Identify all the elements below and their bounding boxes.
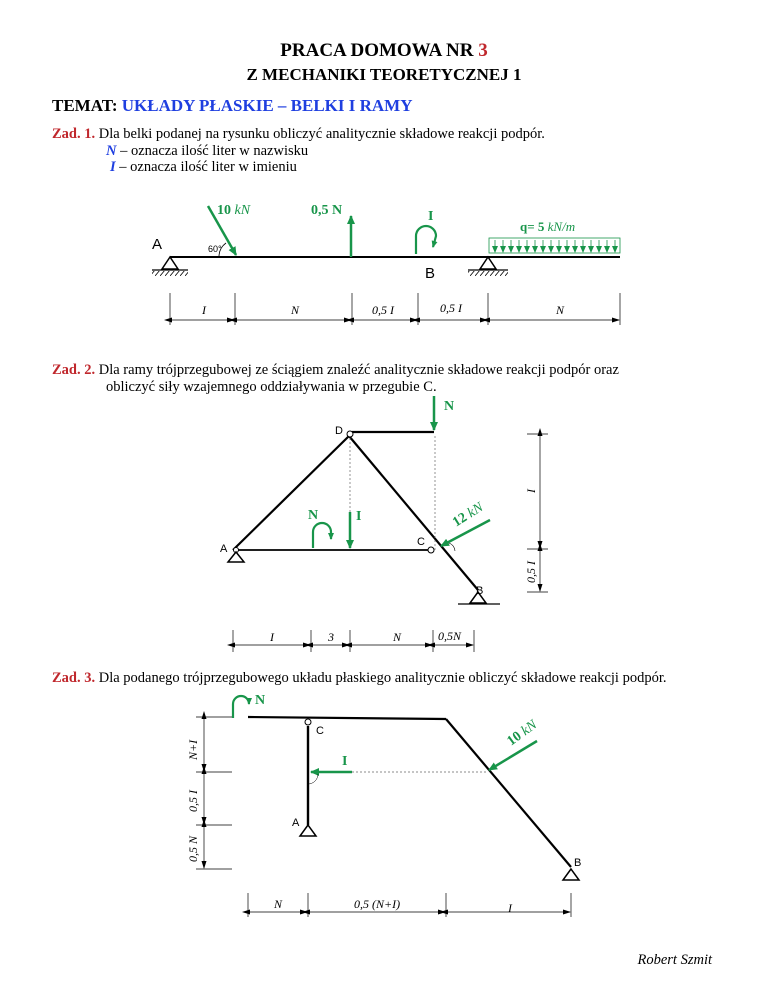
- dim-n-end: N: [556, 303, 565, 317]
- frame-label-a: A: [220, 543, 228, 555]
- moment-i-label: I: [428, 209, 434, 224]
- label-b: B: [425, 265, 436, 282]
- support-b: [468, 257, 508, 276]
- frame-figure: [220, 396, 548, 652]
- task3-label: Zad. 3.: [52, 670, 96, 686]
- fig3-dim-ni: N+I: [186, 739, 200, 760]
- force3-10kn-label: 10 kN: [504, 717, 541, 750]
- task1-label: Zad. 1.: [52, 126, 96, 142]
- homework-number: 3: [478, 40, 488, 61]
- fig3-dims-h: [248, 893, 571, 917]
- moment3-n-arrow: [233, 696, 249, 718]
- author-signature: Robert Szmit: [637, 952, 712, 968]
- support3-b: [563, 869, 579, 880]
- legend-n: N – oznacza ilość liter w nazwisku: [106, 143, 309, 159]
- label3-b: B: [574, 857, 582, 869]
- force-05n-label: 0,5 N: [311, 203, 343, 218]
- moment3-n-label: N: [255, 693, 266, 708]
- topic-heading: TEMAT: UKŁADY PŁASKIE – BELKI I RAMY: [52, 96, 413, 115]
- label3-a: A: [292, 817, 300, 829]
- fig3-dim-n: N: [274, 897, 283, 911]
- frame-dim-n: N: [393, 630, 402, 644]
- frame-dims-h: [233, 629, 474, 652]
- moment-n-arrow: [313, 523, 331, 548]
- fig3-dims-v: [186, 717, 232, 869]
- frame-dim-i: I: [270, 630, 274, 644]
- moment-i-arrow: [416, 226, 436, 254]
- frame-label-c: C: [417, 536, 425, 548]
- support-a: [152, 257, 188, 276]
- label-a: A: [152, 236, 163, 253]
- frame-support-a: [228, 552, 244, 562]
- task3-text: Dla podanego trójprzegubowego układu płaskiego analitycznie obliczyć składowe reakcji podpór.: [98, 670, 667, 686]
- dim-05i-a: 0,5 I: [372, 303, 394, 317]
- hinge-d: [347, 431, 353, 437]
- page-subtitle: Z MECHANIKI TEORETYCZNEJ 1: [246, 65, 522, 84]
- frame-label-d: D: [335, 425, 343, 437]
- task1-text: Dla belki podanej na rysunku obliczyć analitycznie składowe reakcji podpór.: [98, 126, 545, 142]
- dim-05i-b: 0,5 I: [440, 301, 462, 315]
- dim-i: I: [202, 303, 206, 317]
- dim-n: N: [291, 303, 300, 317]
- force-n-top-label: N: [444, 399, 455, 414]
- frame-dims-v: [524, 434, 548, 592]
- beam-dimensions: [170, 293, 620, 325]
- fig3-dim-05n: 0,5 N: [186, 835, 200, 862]
- three-hinged-figure: [186, 693, 581, 917]
- distributed-load: [489, 238, 620, 253]
- frame-dim-v-05i: 0,5 I: [524, 561, 538, 583]
- frame-dim-v-i: I: [524, 489, 538, 493]
- fig3-dim-05i: 0,5 I: [186, 790, 200, 812]
- task2-label: Zad. 2.: [52, 362, 96, 378]
- fig3-dim-i: I: [508, 901, 512, 915]
- beam-figure: [152, 203, 620, 325]
- frame-dim-05n: 0,5N: [438, 629, 462, 643]
- topic-value: UKŁADY PŁASKIE – BELKI I RAMY: [121, 96, 413, 115]
- force-10kn-label: 10 kN: [217, 203, 251, 218]
- member-top: [248, 717, 446, 719]
- page-title: PRACA DOMOWA NR 3: [280, 40, 488, 61]
- hinge-c3: [305, 719, 311, 725]
- load-q-label: q= 5 kN/m: [520, 219, 576, 234]
- moment-n-label: N: [308, 508, 319, 523]
- hinge-c: [428, 547, 434, 553]
- task2-text-line1: Dla ramy trójprzegubowej ze ściągiem znaleźć analitycznie składowe reakcji podpór oraz: [98, 362, 619, 378]
- force-i-mid-label: I: [356, 509, 362, 524]
- frame-dim-3: 3: [328, 630, 334, 644]
- frame-label-b: B: [476, 585, 484, 597]
- label3-c: C: [316, 725, 324, 737]
- fig3-dim-05ni: 0,5 (N+I): [354, 897, 401, 911]
- task2-text-line2: obliczyć siły wzajemnego oddziaływania w przegubie C.: [106, 379, 437, 395]
- force-12kn-label: 12 kN: [450, 500, 487, 531]
- force3-i-label: I: [342, 754, 348, 769]
- angle-label: 60°: [208, 244, 222, 254]
- support3-a: [300, 825, 316, 836]
- legend-i: I – oznacza ilość liter w imieniu: [110, 159, 297, 175]
